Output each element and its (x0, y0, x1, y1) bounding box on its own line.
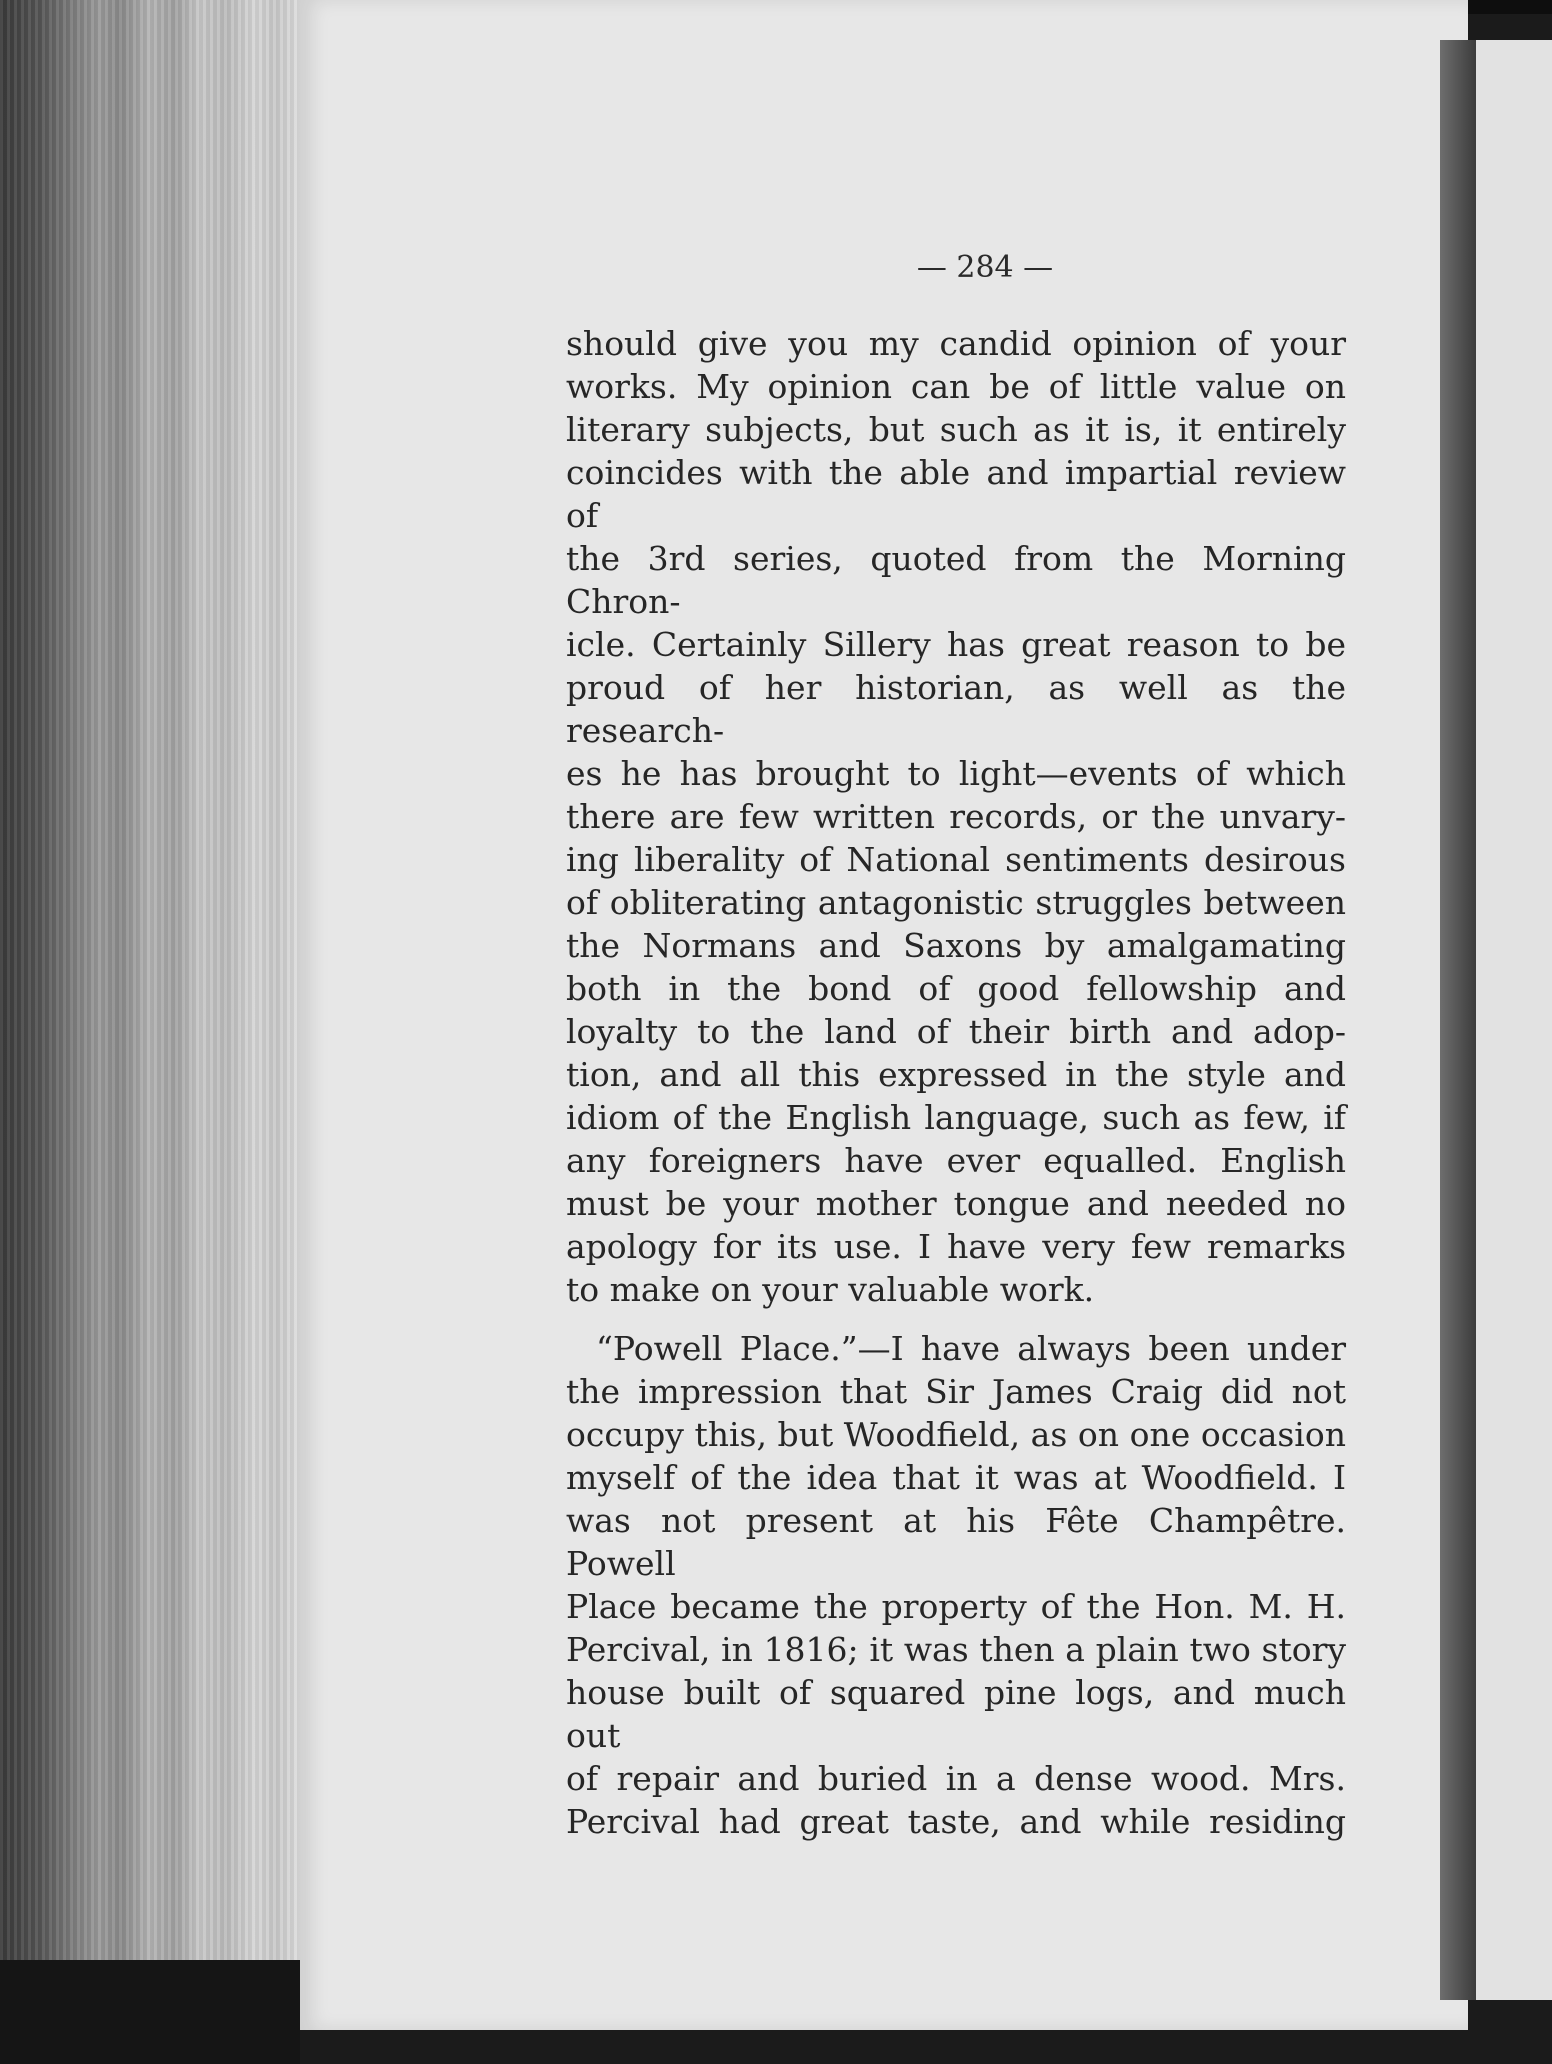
text-line: works. My opinion can be of little value on (566, 367, 1346, 406)
text-line: proud of her historian, as well as the research- (566, 668, 1346, 750)
text-line: Percival had great taste, and while residing (566, 1802, 1346, 1841)
text-line: icle. Certainly Sillery has great reason to be (566, 625, 1346, 664)
text-line: es he has brought to light—events of which (566, 754, 1346, 793)
text-line: Place became the property of the Hon. M. H. (566, 1587, 1346, 1626)
text-line: tion, and all this expressed in the style and (566, 1055, 1346, 1094)
text-line: coincides with the able and impartial review of (566, 453, 1346, 535)
text-line: Percival, in 1816; it was then a plain two story (566, 1630, 1346, 1669)
text-line: was not present at his Fête Champêtre. Powell (566, 1501, 1346, 1583)
text-line: of obliterating antagonistic struggles between (566, 883, 1346, 922)
text-line: ing liberality of National sentiments desirous (566, 840, 1346, 879)
text-line: myself of the idea that it was at Woodfield. I (566, 1458, 1346, 1497)
text-line: loyalty to the land of their birth and adop- (566, 1012, 1346, 1051)
book-gutter (1440, 40, 1476, 2000)
text-line: should give you my candid opinion of your (566, 324, 1346, 363)
text-line: the impression that Sir James Craig did not (566, 1372, 1346, 1411)
book-page-edges (0, 0, 300, 2064)
text-line: idiom of the English language, such as few, if (566, 1098, 1346, 1137)
text-line: the Normans and Saxons by amalgamating (566, 926, 1346, 965)
text-line: occupy this, but Woodfield, as on one occasion (566, 1415, 1346, 1454)
text-line: must be your mother tongue and needed no (566, 1184, 1346, 1223)
text-line: house built of squared pine logs, and much out (566, 1673, 1346, 1755)
text-line: literary subjects, but such as it is, it entirely (566, 410, 1346, 449)
scan-bottom-shadow (0, 1960, 300, 2064)
text-line: to make on your valuable work. (566, 1270, 1095, 1309)
body-text (566, 322, 1346, 1843)
facing-page-edge (1476, 40, 1552, 2000)
paragraph-1 (566, 322, 1346, 1311)
page-number: — 284 — (916, 250, 1054, 285)
text-line: of repair and buried in a dense wood. Mrs. (566, 1759, 1346, 1798)
text-line: “Powell Place.”—I have always been under (596, 1329, 1346, 1368)
text-line: apology for its use. I have very few remarks (566, 1227, 1346, 1266)
text-line: there are few written records, or the unvary- (566, 797, 1346, 836)
text-line: both in the bond of good fellowship and (566, 969, 1346, 1008)
text-line: any foreigners have ever equalled. English (566, 1141, 1346, 1180)
text-line: the 3rd series, quoted from the Morning Chron- (566, 539, 1346, 621)
paragraph-2 (566, 1327, 1346, 1843)
